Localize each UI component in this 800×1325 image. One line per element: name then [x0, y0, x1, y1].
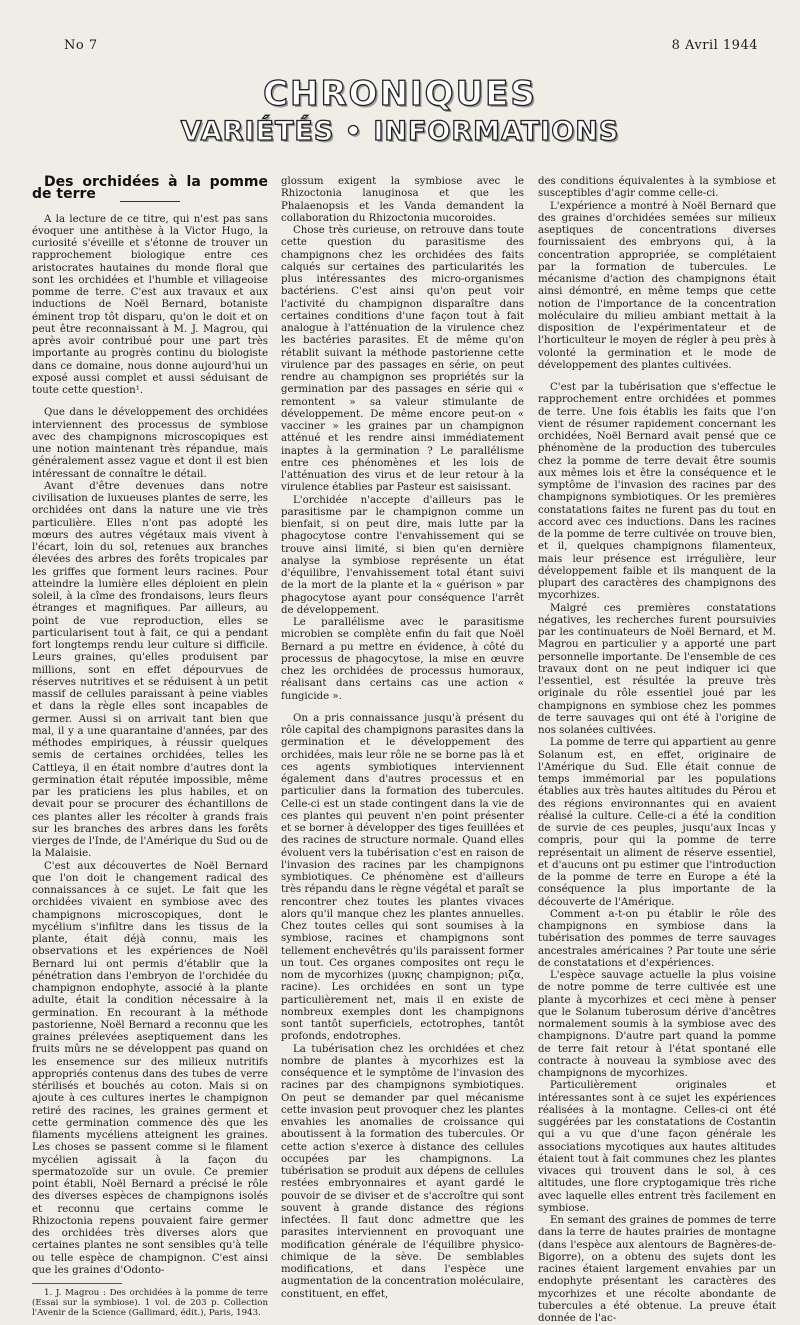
issue-date: 8 Avril 1944 [671, 38, 758, 53]
paragraph: Avant d'être devenues dans notre civilisation de luxueuses plantes de serre, les orchidées ont dans la nature une vie très particulière. Elles n'ont pas adopté les mœurs des autres végétaux mais vivent à l'écart, loin du sol, retenues aux branches élevées des arbres des forêts tropicales par les griffes que forment leurs racines. Pour atteindre la lumière elles déploient en plein soleil, à la cîme des frondaisons, leurs fleurs étranges et magnifiques. Par ailleurs, au point de vue reproduction, elles se particularisent tout à fait, ce qui a pendant fort longtemps rendu leur culture si difficile. Leurs graines, qu'elles produisent par millions, sont en effet dépourvues de réserves nutritives et se réduisent à un petit massif de cellules paraissant à peine viables et dans la règle elles sont incapables de germer. Aussi si on arrivait tant bien que mal, il y a une quarantaine d'années, par des méthodes empiriques, à réussir quelques semis de certaines orchidées, telles les Cattleya, il en était nombre d'autres dont la germination était réputée impossible, même par les praticiens les plus habiles, et on devait pour se procurer des échantillons de ces plantes aller les récolter à grands frais sur les branches des arbres dans les forêts vierges de l'Inde, de l'Amérique du Sud ou de la Malaisie. [32, 480, 268, 860]
masthead-varietes-informations: VARIÉTÉS • INFORMATIONS [180, 116, 620, 147]
paragraph: Que dans le développement des orchidées interviennent des processus de symbiose avec des champignons microscopiques est une notion maintenant très répandue, mais généralement assez vague et dont il est bien intéressant de connaître le détail. [32, 407, 268, 480]
text-column-1 [32, 174, 268, 1318]
footnote: 1. J. Magrou : Des orchidées à la pomme de terre (Essai sur la symbiose). 1 vol. de 203 p. Collection l'Avenir de la Science (Gallimard, édit.), Paris, 1943. [32, 1288, 268, 1318]
paragraph: glossum exigent la symbiose avec le Rhizoctonia lanuginosa et que les Phalaenopsis et les Vanda demandent la collaboration du Rhizoctonia mucoroides. [281, 176, 524, 224]
paragraph: des conditions équivalentes à la symbiose et susceptibles d'agir comme celle-ci. [538, 176, 776, 200]
text-column-3 [538, 176, 776, 1324]
paragraph: Particulièrement originales et intéressantes sont à ce sujet les expériences réalisées à la montagne. Celles-ci ont été suggérées par les constatations de Costantin qui a vu que d'une façon générale les associations mycotiques aux hautes altitudes étaient tout à fait communes chez les plantes vivaces qui trouvent dans le sol, à ces altitudes, une flore cryptogamique très riche avec laquelle elles entrent très facilement en symbiose. [538, 1080, 776, 1214]
text-column-2 [281, 176, 524, 1300]
title-divider [120, 201, 180, 202]
issue-number: No 7 [64, 38, 98, 53]
paragraph: Malgré ces premières constatations négatives, les recherches furent poursuivies par les continuateurs de Noël Bernard, et M. Magrou en particulier y a apporté une part personnelle importante. De l'ensemble de ces travaux dont on ne peut indiquer ici que l'essentiel, est résultée la preuve très originale du rôle essentiel joué par les champignons en symbiose chez les pommes de terre sauvages qui ont été à l'origine de nos solanées cultivées. [538, 602, 776, 736]
article-title: Des orchidées à la pomme de terre [32, 174, 268, 203]
paragraph: En semant des graines de pommes de terre dans la terre de hautes prairies de montagne (dans l'espèce aux alentours de Bagnères-de-Bigorre), on a obtenu des sujets dont les racines étaient largement envahies par un endophyte présentant les caractères des mycorhizes et une récolte abondante de tubercules a été obtenue. La preuve était donnée de l'ac- [538, 1215, 776, 1324]
paragraph: On a pris connaissance jusqu'à présent du rôle capital des champignons parasites dans la germination et le développement des orchidées, mais leur rôle ne se borne pas là et ces agents symbiotiques interviennent également dans d'autres processus et en particulier dans la formation des tubercules. Celle-ci est un stade contingent dans la vie de ces plantes qui peuvent n'en point présenter et se borner à développer des tiges feuillées et des racines de structure normale. Quand elles évoluent vers la tubérisation c'est en raison de l'invasion des racines par les champignons symbiotiques. Ce phénomène est d'ailleurs très répandu dans le règne végétal et paraît se rencontrer chez toutes les plantes vivaces alors qu'il manque chez les plantes annuelles. Chez toutes celles qui sont soumises à la symbiose, racines et champignons sont tellement enchevêtrés qu'ils paraissent former un tout. Ces organes composites ont reçu le nom de mycorhizes (μυκης champignon; ριζα, racine). Les orchidées en sont un type particulièrement net, mais il en existe de nombreux exemples dont les champignons sont tantôt superficiels, ectotrophes, tantôt profonds, endotrophes. [281, 712, 524, 1043]
paragraph: L'orchidée n'accepte d'ailleurs pas le parasitisme par le champignon comme un bienfait, si on peut dire, mais lutte par la phagocytose contre l'envahissement qui se trouve ainsi limité, si bien qu'en dernière analyse la symbiose représente un état d'équilibre, l'envahissement total étant suivi de la mort de la plante et la « guérison » par phagocytose ayant pour conséquence l'arrêt de développement. [281, 494, 524, 616]
paragraph: L'expérience a montré à Noël Bernard que des graines d'orchidées semées sur milieux aseptiques de concentrations diverses fournissaient des embryons qui, à la concentration appropriée, se complétaient par la formation de tubercules. Le mécanisme d'action des champignons était ainsi démontré, en même temps que cette notion de l'importance de la concentration moléculaire du milieu ambiant mettait à la disposition de l'expérimentateur et de l'horticulteur le moyen de régler à peu près à volonté la germination et le mode de développement des plantes cultivées. [538, 200, 776, 371]
paragraph: Chose très curieuse, on retrouve dans toute cette question du parasitisme des champignons chez les orchidées des faits calqués sur certaines des particularités les plus intéressantes des micro-organismes bactériens. C'est ainsi qu'on peut voir l'activité du champignon disparaître dans certaines conditions d'une façon tout à fait analogue à l'atténuation de la virulence chez les bactéries parasites. Et de même qu'on rétablit suivant la méthode pastorienne cette virulence par des passages en série, on peut rendre au champignon ses propriétés sur la germination par des passages en série qui « remontent » sa valeur stimulante de développement. De même encore peut-on « vacciner » les graines par un champignon atténué et les rendre ainsi immédiatement inaptes à la germination ? Le parallélisme entre ces phénomènes et les lois de l'atténuation des virus et de leur retour à la virulence établies par Pasteur est saisissant. [281, 225, 524, 494]
paragraph: C'est aux découvertes de Noël Bernard que l'on doit le changement radical des connaissances à ce sujet. Le fait que les orchidées vivaient en symbiose avec des champignons microscopiques, dont le mycélium s'infiltre dans les tissus de la plante, était déjà connu, mais les observations et les expériences de Noël Bernard lui ont permis d'établir que la pénétration dans l'embryon de l'orchidée du champignon endophyte, associé à la plante adulte, était la condition nécessaire à la germination. En recourant à la méthode pastorienne, Noël Bernard a reconnu que les graines prélevées aseptiquement dans les fruits mûrs ne se développent pas quand on les ensemence sur des milieux nutritifs appropriés contenus dans des tubes de verre stérilisés et bouchés au coton. Mais si on ajoute à ces cultures inertes le champignon retiré des racines, les graines germent et cette germination commence dès que les filaments mycéliens atteignent les graines. Les choses se passent comme si le filament mycélien agissait à la façon du spermatozoïde sur un ovule. Ce premier point établi, Noël Bernard a précisé le rôle des diverses espèces de champignons isolés et reconnu que certains comme le Rhizoctonia repens pouvaient faire germer des orchidées très diverses alors que certaines plantes ne sont sensibles qu'à telle ou telle espèce de champignon. C'est ainsi que les graines d'Odonto- [32, 860, 268, 1276]
paragraph: La pomme de terre qui appartient au genre Solanum est, en effet, originaire de l'Amérique du Sud. Elle était connue de temps immémorial par les populations établies aux très hautes altitudes du Pérou et des régions environnantes qui en avaient réalisé la culture. Celle-ci a été la condition de survie de ces peuples, jusqu'aux Incas y compris, pour qui la pomme de terre représentait un aliment de réserve essentiel, et d'aucuns ont pu estimer que l'introduction de la pomme de terre en Europe a été la conséquence la plus importante de la découverte de l'Amérique. [538, 737, 776, 908]
paragraph: La tubérisation chez les orchidées et chez nombre de plantes à mycorhizes est la conséquence et le symptôme de l'invasion des racines par des champignons symbiotiques. On peut se demander par quel mécanisme cette invasion peut provoquer chez les plantes envahies les anomalies de croissance qui aboutissent à la formation des tubercules. Or cette action s'exerce à distance des cellules occupées par les champignons. La tubérisation se produit aux dépens de cellules restées embryonnaires et ayant gardé le pouvoir de se diviser et de s'accroître qui sont souvent à grande distance des régions infectées. Il faut donc admettre que les parasites interviennent en provoquant une modification générale de l'équilibre physico-chimique de la sève. De semblables modifications, et dans l'espèce une augmentation de la concentration moléculaire, constituent, en effet, [281, 1043, 524, 1300]
paragraph: A la lecture de ce titre, qui n'est pas sans évoquer une antithèse à la Victor Hugo, la curiosité s'éveille et s'étonne de trouver un rapprochement biologique entre ces aristocrates hautaines du monde floral que sont les orchidées et l'humble et villageoise pomme de terre. C'est aux travaux et aux inductions de Noël Bernard, botaniste éminent trop tôt disparu, qu'on le doit et on peut être reconnaissant à M. J. Magrou, qui après avoir contribué pour une part très importante au progrès continu du biologiste dans ce domaine, nous donne aujourd'hui un exposé aussi complet et aussi séduisant de toute cette question¹. [32, 213, 268, 396]
footnote-divider [32, 1283, 122, 1284]
paragraph: L'espèce sauvage actuelle la plus voisine de notre pomme de terre cultivée est une plante à mycorhizes et ceci mène à penser que le Solanum tuberosum dérive d'ancêtres normalement soumis à la symbiose avec des champignons. D'autre part quand la pomme de terre fait retour à l'état spontané elle contracte à nouveau la symbiose avec des champignons de mycorhizes. [538, 970, 776, 1079]
paragraph: C'est par la tubérisation que s'effectue le rapprochement entre orchidées et pommes de terre. Une fois établis les faits que l'on vient de résumer rapidement concernant les orchidées, Noël Bernard avait pensé que ce phénomène de la production des tubercules chez la pomme de terre devait être soumis aux mêmes lois et être la conséquence et le symptôme de l'invasion des racines par des champignons symbiotiques. Or les premières constatations faites ne furent pas du tout en accord avec ces inductions. Dans les racines de la pomme de terre cultivée on trouve bien, et il, quelques champignons filamenteux, mais leur présence est irrégulière, leur développement faible et ils manquent de la plupart des caractères des champignons des mycorhizes. [538, 382, 776, 602]
paragraph: Comment a-t-on pu établir le rôle des champignons en symbiose dans la tubérisation des pommes de terre sauvages ancestrales américaines ? Par toute une série de constatations et d'expériences. [538, 908, 776, 969]
paragraph: Le parallélisme avec le parasitisme microbien se complète enfin du fait que Noël Bernard a pu mettre en évidence, à côté du processus de phagocytose, la mise en œuvre chez les orchidées de processus humoraux, réalisant dans certains cas une action « fungicide ». [281, 617, 524, 702]
masthead-chroniques: CHRONIQUES [263, 74, 537, 114]
